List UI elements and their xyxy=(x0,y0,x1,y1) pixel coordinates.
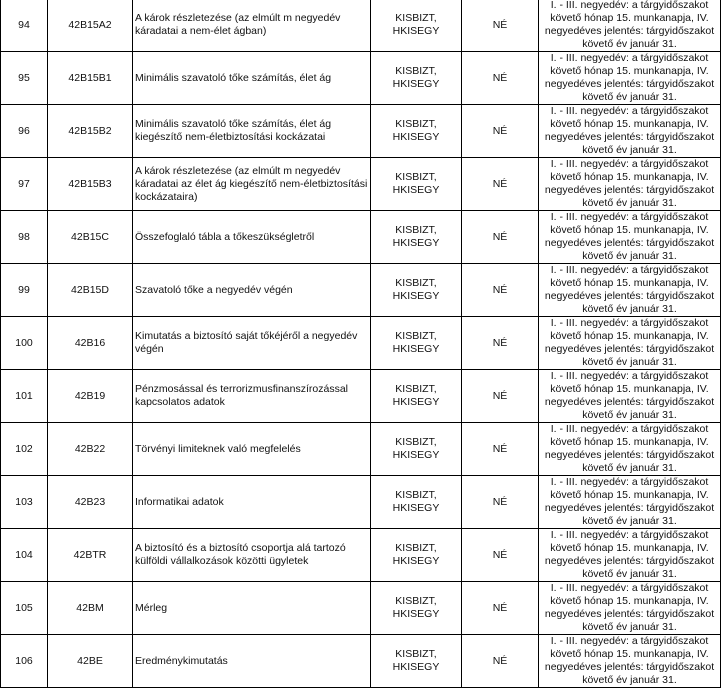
row-number: 98 xyxy=(1,211,48,264)
report-description: Eredménykimutatás xyxy=(133,635,371,688)
report-table-body xyxy=(1,0,721,688)
report-description: A károk részletezése (az elmúlt m negyedév káradatai az élet ág kiegészítő nem-életbiztosítási kockázataira) xyxy=(133,158,371,211)
table-row xyxy=(1,423,721,476)
table-row xyxy=(1,529,721,582)
report-code: 42B22 xyxy=(48,423,133,476)
table-row xyxy=(1,582,721,635)
table-row xyxy=(1,317,721,370)
entity-types: KISBIZT, HKISEGY xyxy=(371,370,462,423)
entity-types: KISBIZT, HKISEGY xyxy=(371,423,462,476)
deadline-text: I. - III. negyedév: a tárgyidőszakot követő hónap 15. munkanapja, IV. negyedéves jelentés: tárgyidőszakot követő év január 31. xyxy=(539,105,721,158)
ne-flag: NÉ xyxy=(462,529,539,582)
row-number: 96 xyxy=(1,105,48,158)
entity-types: KISBIZT, HKISEGY xyxy=(371,476,462,529)
report-code: 42B15C xyxy=(48,211,133,264)
entity-types: KISBIZT, HKISEGY xyxy=(371,582,462,635)
table-row xyxy=(1,264,721,317)
deadline-text: I. - III. negyedév: a tárgyidőszakot követő hónap 15. munkanapja, IV. negyedéves jelentés: tárgyidőszakot követő év január 31. xyxy=(539,582,721,635)
table-row xyxy=(1,635,721,688)
ne-flag: NÉ xyxy=(462,52,539,105)
deadline-text: I. - III. negyedév: a tárgyidőszakot követő hónap 15. munkanapja, IV. negyedéves jelentés: tárgyidőszakot követő év január 31. xyxy=(539,264,721,317)
deadline-text: I. - III. negyedév: a tárgyidőszakot követő hónap 15. munkanapja, IV. negyedéves jelentés: tárgyidőszakot követő év január 31. xyxy=(539,0,721,52)
report-description: Törvényi limiteknek való megfelelés xyxy=(133,423,371,476)
report-description: Mérleg xyxy=(133,582,371,635)
report-description: Szavatoló tőke a negyedév végén xyxy=(133,264,371,317)
ne-flag: NÉ xyxy=(462,423,539,476)
entity-types: KISBIZT, HKISEGY xyxy=(371,264,462,317)
deadline-text: I. - III. negyedév: a tárgyidőszakot követő hónap 15. munkanapja, IV. negyedéves jelentés: tárgyidőszakot követő év január 31. xyxy=(539,317,721,370)
table-row xyxy=(1,52,721,105)
report-code: 42BM xyxy=(48,582,133,635)
report-code: 42B15B3 xyxy=(48,158,133,211)
report-description: A károk részletezése (az elmúlt m negyedév káradatai a nem-élet ágban) xyxy=(133,0,371,52)
row-number: 99 xyxy=(1,264,48,317)
row-number: 106 xyxy=(1,635,48,688)
ne-flag: NÉ xyxy=(462,211,539,264)
report-code: 42B15D xyxy=(48,264,133,317)
row-number: 95 xyxy=(1,52,48,105)
row-number: 103 xyxy=(1,476,48,529)
report-code: 42B16 xyxy=(48,317,133,370)
report-description: Minimális szavatoló tőke számítás, élet ág kiegészítő nem-életbiztosítási kockázatai xyxy=(133,105,371,158)
entity-types: KISBIZT, HKISEGY xyxy=(371,52,462,105)
row-number: 97 xyxy=(1,158,48,211)
report-description: Informatikai adatok xyxy=(133,476,371,529)
report-description: Kimutatás a biztosító saját tőkéjéről a negyedév végén xyxy=(133,317,371,370)
report-code: 42B23 xyxy=(48,476,133,529)
deadline-text: I. - III. negyedév: a tárgyidőszakot követő hónap 15. munkanapja, IV. negyedéves jelentés: tárgyidőszakot követő év január 31. xyxy=(539,423,721,476)
ne-flag: NÉ xyxy=(462,635,539,688)
deadline-text: I. - III. negyedév: a tárgyidőszakot követő hónap 15. munkanapja, IV. negyedéves jelentés: tárgyidőszakot követő év január 31. xyxy=(539,211,721,264)
row-number: 104 xyxy=(1,529,48,582)
entity-types: KISBIZT, HKISEGY xyxy=(371,158,462,211)
ne-flag: NÉ xyxy=(462,582,539,635)
ne-flag: NÉ xyxy=(462,105,539,158)
table-row xyxy=(1,211,721,264)
entity-types: KISBIZT, HKISEGY xyxy=(371,635,462,688)
deadline-text: I. - III. negyedév: a tárgyidőszakot követő hónap 15. munkanapja, IV. negyedéves jelentés: tárgyidőszakot követő év január 31. xyxy=(539,529,721,582)
report-description: Összefoglaló tábla a tőkeszükségletről xyxy=(133,211,371,264)
table-row xyxy=(1,370,721,423)
deadline-text: I. - III. negyedév: a tárgyidőszakot követő hónap 15. munkanapja, IV. negyedéves jelentés: tárgyidőszakot követő év január 31. xyxy=(539,52,721,105)
ne-flag: NÉ xyxy=(462,158,539,211)
entity-types: KISBIZT, HKISEGY xyxy=(371,529,462,582)
ne-flag: NÉ xyxy=(462,317,539,370)
row-number: 105 xyxy=(1,582,48,635)
ne-flag: NÉ xyxy=(462,370,539,423)
table-row xyxy=(1,0,721,52)
report-code: 42B19 xyxy=(48,370,133,423)
report-description: Minimális szavatoló tőke számítás, élet ág xyxy=(133,52,371,105)
report-code: 42B15B2 xyxy=(48,105,133,158)
row-number: 94 xyxy=(1,0,48,52)
entity-types: KISBIZT, HKISEGY xyxy=(371,105,462,158)
table-row xyxy=(1,476,721,529)
report-code: 42B15B1 xyxy=(48,52,133,105)
deadline-text: I. - III. negyedév: a tárgyidőszakot követő hónap 15. munkanapja, IV. negyedéves jelentés: tárgyidőszakot követő év január 31. xyxy=(539,158,721,211)
ne-flag: NÉ xyxy=(462,476,539,529)
entity-types: KISBIZT, HKISEGY xyxy=(371,317,462,370)
entity-types: KISBIZT, HKISEGY xyxy=(371,211,462,264)
ne-flag: NÉ xyxy=(462,0,539,52)
table-row xyxy=(1,158,721,211)
deadline-text: I. - III. negyedév: a tárgyidőszakot követő hónap 15. munkanapja, IV. negyedéves jelentés: tárgyidőszakot követő év január 31. xyxy=(539,635,721,688)
report-description: Pénzmosással és terrorizmusfinanszírozással kapcsolatos adatok xyxy=(133,370,371,423)
row-number: 100 xyxy=(1,317,48,370)
ne-flag: NÉ xyxy=(462,264,539,317)
report-code: 42B15A2 xyxy=(48,0,133,52)
table-row xyxy=(1,105,721,158)
report-description: A biztosító és a biztosító csoportja alá tartozó külföldi vállalkozások közötti ügyletek xyxy=(133,529,371,582)
row-number: 101 xyxy=(1,370,48,423)
deadline-text: I. - III. negyedév: a tárgyidőszakot követő hónap 15. munkanapja, IV. negyedéves jelentés: tárgyidőszakot követő év január 31. xyxy=(539,370,721,423)
row-number: 102 xyxy=(1,423,48,476)
entity-types: KISBIZT, HKISEGY xyxy=(371,0,462,52)
deadline-text: I. - III. negyedév: a tárgyidőszakot követő hónap 15. munkanapja, IV. negyedéves jelentés: tárgyidőszakot követő év január 31. xyxy=(539,476,721,529)
report-code: 42BE xyxy=(48,635,133,688)
report-code: 42BTR xyxy=(48,529,133,582)
